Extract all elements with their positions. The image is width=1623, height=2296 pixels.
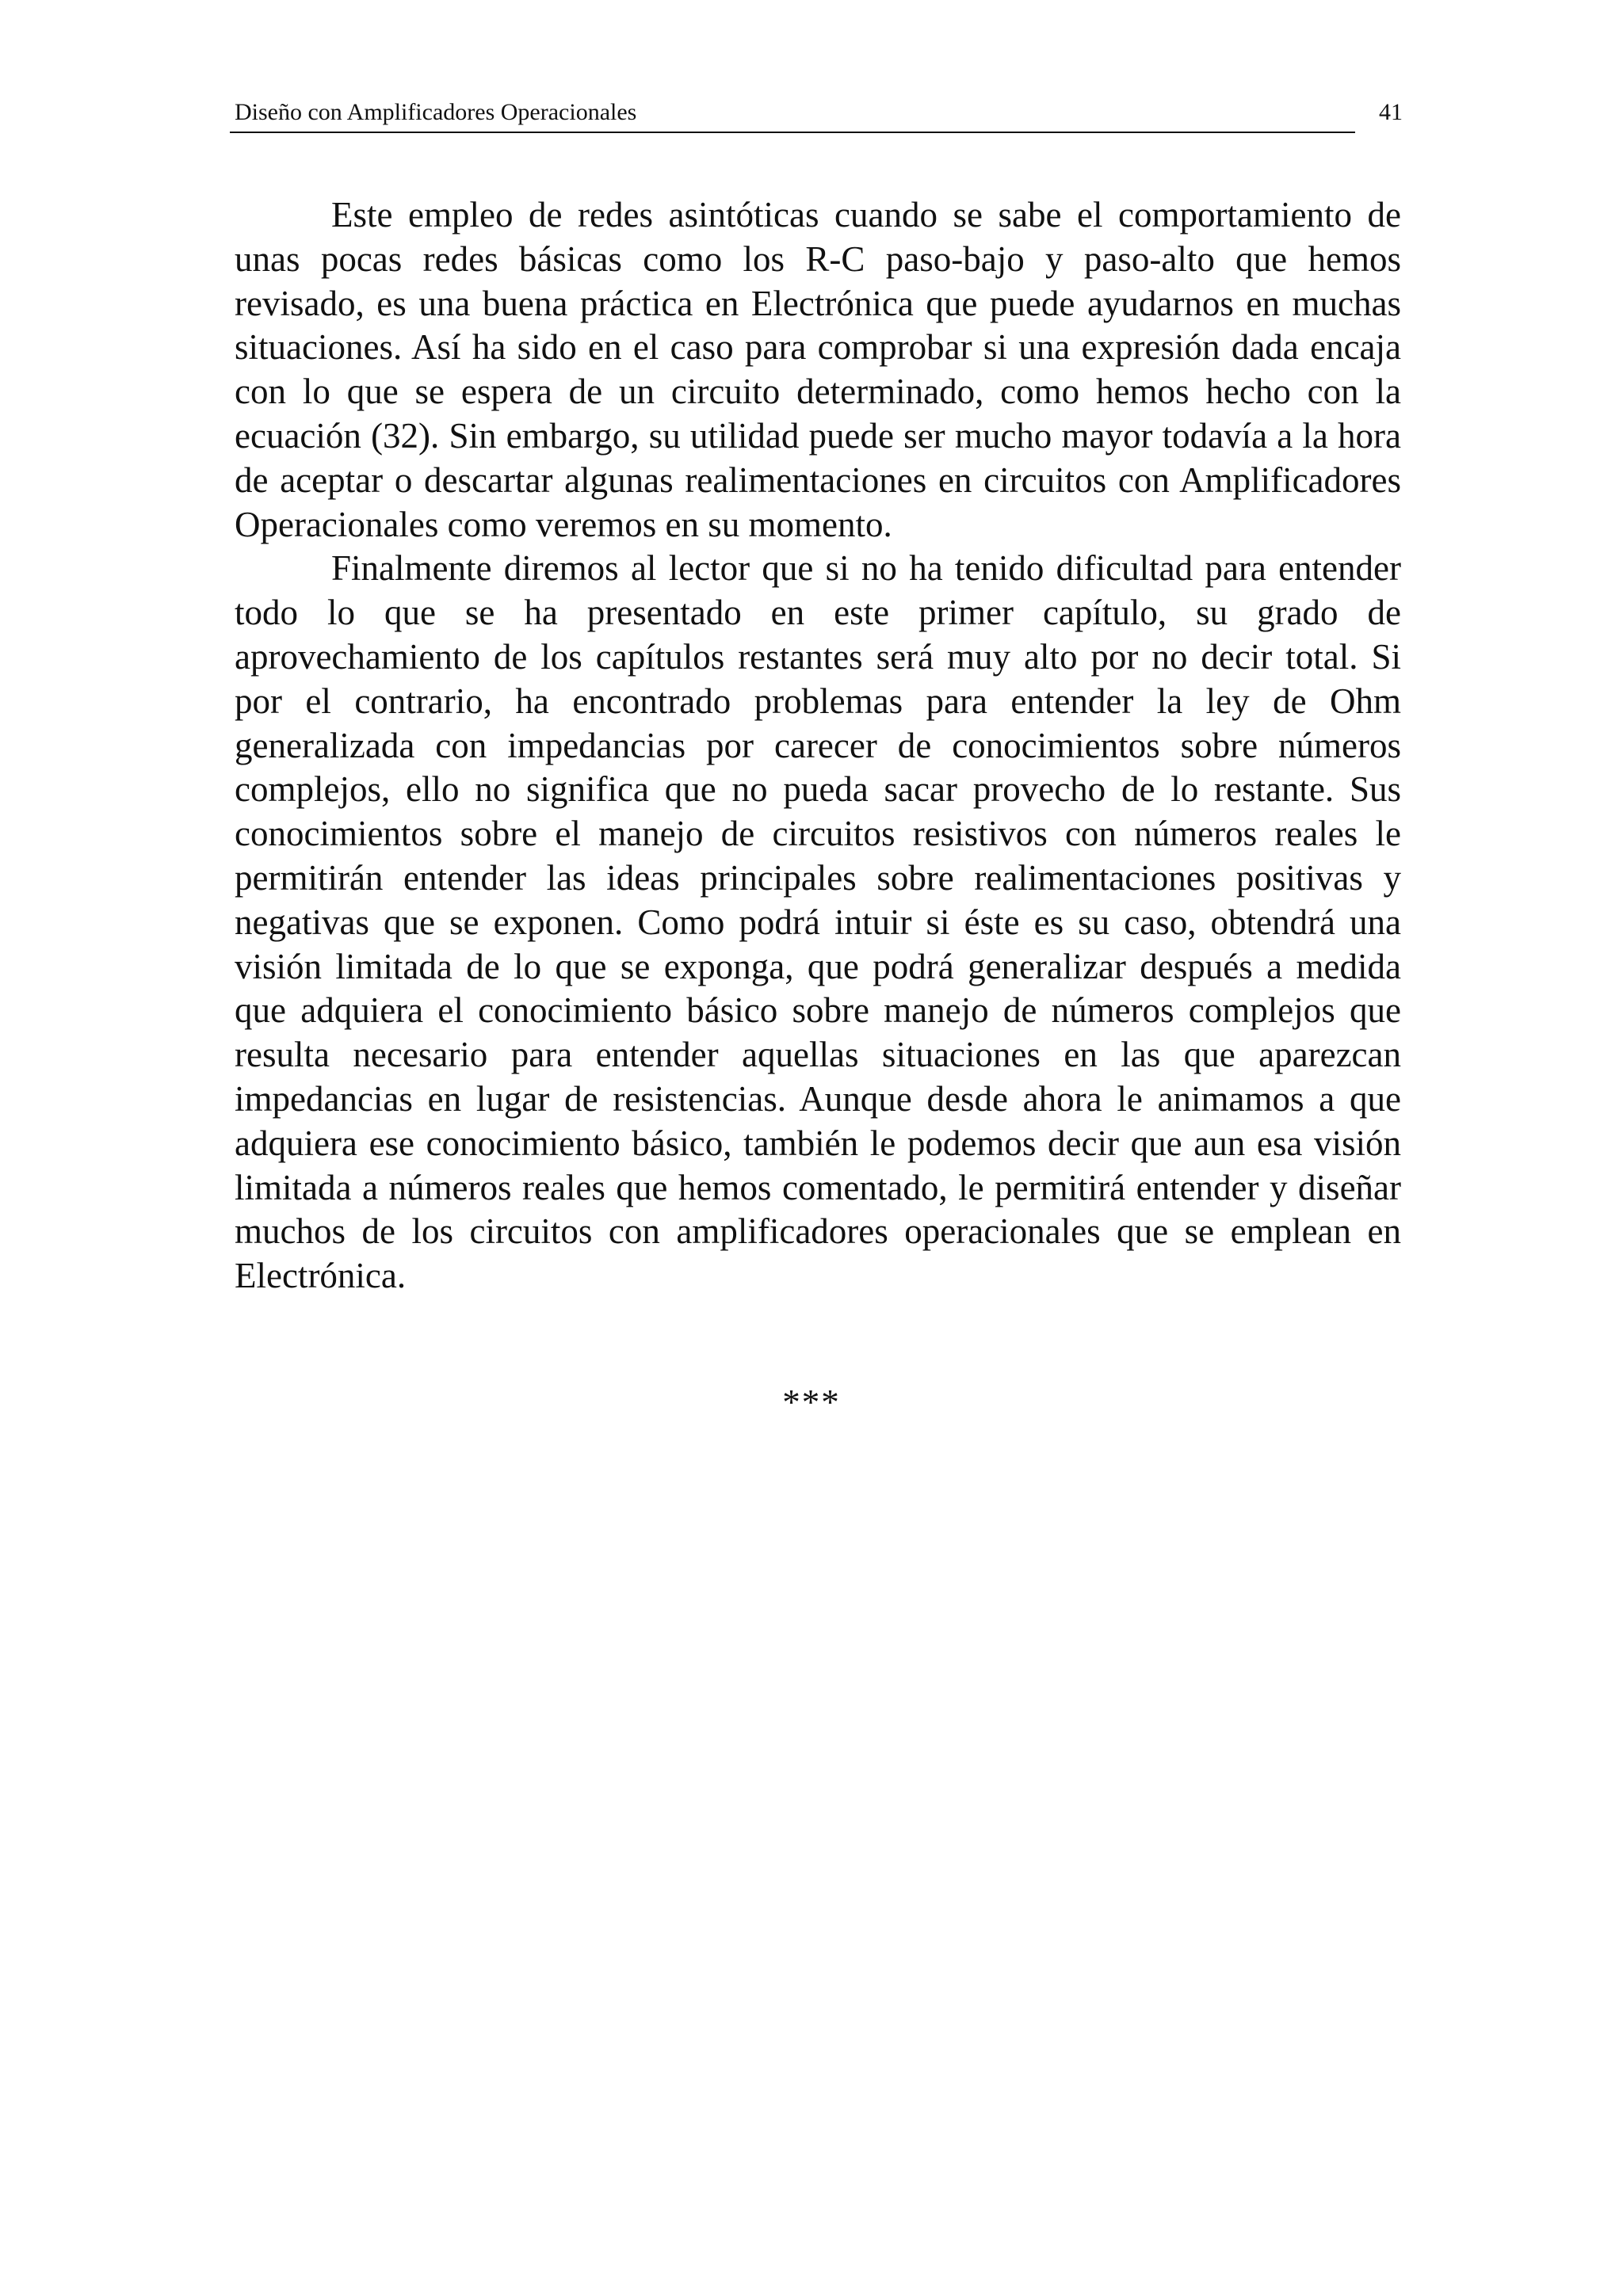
page-number: 41 xyxy=(1379,99,1403,125)
body-text xyxy=(235,193,1401,1299)
header-rule xyxy=(230,132,1355,133)
paragraph-final-remarks: Finalmente diremos al lector que si no ha tenido dificultad para entender todo lo que se ha presentado en este primer capítulo, su grado de aprovechamiento de los capítulos restantes será muy alto por no decir total. Si por el contrario, ha encontrado problemas para entender la ley de Ohm generalizada con impedancias por carecer de conocimientos sobre números complejos, ello no significa que no pueda sacar provecho de lo restante. Sus conocimientos sobre el manejo de circuitos resistivos con números reales le permitirán entender las ideas principales sobre realimentaciones positivas y negativas que se exponen. Como podrá intuir si éste es su caso, obtendrá una visión limitada de lo que se exponga, que podrá generalizar después a medida que adquiera el conocimiento básico sobre manejo de números complejos que resulta necesario para entender aquellas situaciones en las que aparezcan impedancias en lugar de resistencias. Aunque desde ahora le animamos a que adquiera ese conocimiento básico, también le podemos decir que aun esa visión limitada a números reales que hemos comentado, le permitirá entender y diseñar muchos de los circuitos con amplificadores operacionales que se emplean en Electrónica. xyxy=(235,548,1401,1296)
running-header-title: Diseño con Amplificadores Operacionales xyxy=(235,99,637,125)
page-header xyxy=(230,95,1403,135)
paragraph-asymptotic-networks: Este empleo de redes asintóticas cuando se sabe el comportamiento de unas pocas redes básicas como los R-C paso-bajo y paso-alto que hemos revisado, es una buena práctica en Electrónica que puede ayudarnos en muchas situaciones. Así ha sido en el caso para comprobar si una expresión dada encaja con lo que se espera de un circuito determinado, como hemos hecho con la ecuación (32). Sin embargo, su utilidad puede ser mucho mayor todavía a la hora de aceptar o descartar algunas realimentaciones en circuitos con Amplificadores Operacionales como veremos en su momento. xyxy=(235,195,1401,544)
section-end-mark: *** xyxy=(782,1383,841,1422)
